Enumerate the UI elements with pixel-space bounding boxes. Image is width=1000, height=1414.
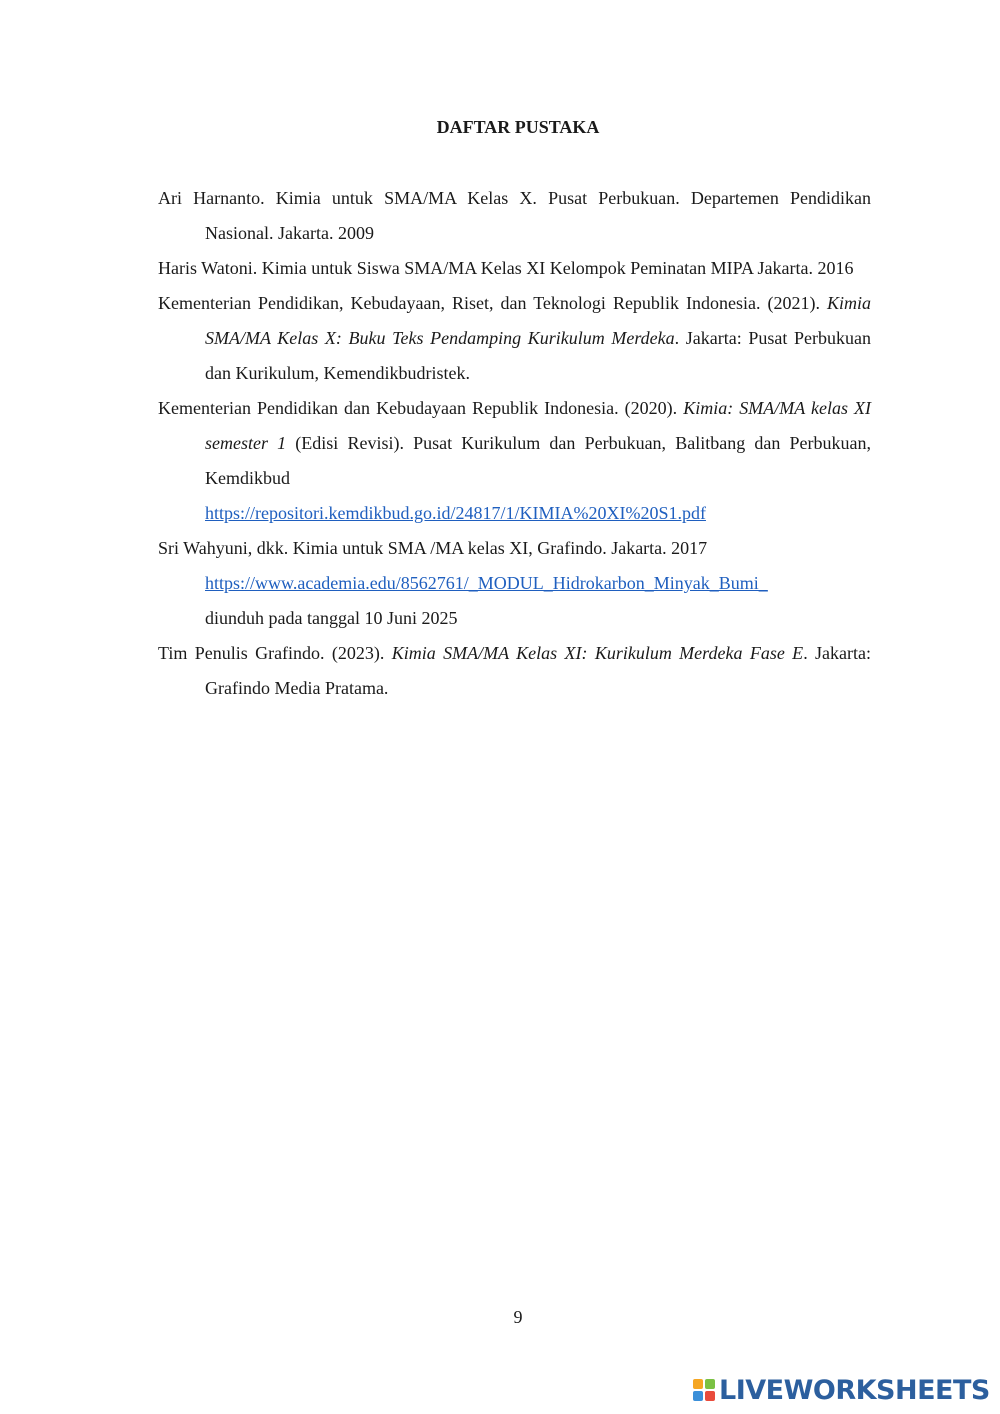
reference-item [158,531,871,636]
reference-text: Haris Watoni. Kimia untuk Siswa SMA/MA Kelas XI Kelompok Peminatan MIPA Jakarta. 2016 [158,258,854,278]
reference-item [158,636,871,706]
brand-square [693,1379,703,1389]
brand-square [705,1379,715,1389]
liveworksheets-logo[interactable] [693,1374,990,1406]
reference-text: (Edisi Revisi). Pusat Kurikulum dan Perbukuan, Balitbang dan Perbukuan, Kemdikbud [205,433,871,488]
page-title: DAFTAR PUSTAKA [436,117,600,137]
reference-link[interactable]: https://repositori.kemdikbud.go.id/24817/1/KIMIA%20XI%20S1.pdf [205,503,706,523]
page-number: 9 [513,1307,523,1327]
reference-list [158,181,871,706]
reference-item [158,286,871,391]
reference-title: Kimia SMA/MA Kelas XI: Kurikulum Merdeka Fase E [391,643,804,663]
brand-square [693,1391,703,1401]
reference-item [158,391,871,531]
reference-text: Sri Wahyuni, dkk. Kimia untuk SMA /MA kelas XI, Grafindo. Jakarta. 2017 [158,538,708,558]
reference-text: . Jakarta: Pusat Perbukuan dan Kurikulum, Kemendikbudristek. [205,328,871,383]
reference-text: Kementerian Pendidikan dan Kebudayaan Republik Indonesia. (2020). [158,398,684,418]
brand-square [705,1391,715,1401]
reference-title: Kimia SMA/MA Kelas X: Buku Teks Pendamping Kurikulum Merdeka [205,293,871,348]
reference-item [158,251,871,286]
brand-grid-icon [693,1379,715,1401]
reference-access-note: diunduh pada tanggal 10 Juni 2025 [205,608,458,628]
reference-link[interactable]: https://www.academia.edu/8562761/_MODUL_Hidrokarbon_Minyak_Bumi_ [205,573,768,593]
reference-title: Kimia: SMA/MA kelas XI semester 1 [205,398,871,453]
reference-text: Ari Harnanto. Kimia untuk SMA/MA Kelas X. Pusat Perbukuan. Departemen Pendidikan Nasional. Jakarta. 2009 [158,188,871,243]
reference-text: Kementerian Pendidikan, Kebudayaan, Riset, dan Teknologi Republik Indonesia. (2021). [158,293,827,313]
brand-name: LIVEWORKSHEETS [719,1374,990,1406]
reference-text: . Jakarta: Grafindo Media Pratama. [205,643,872,698]
reference-item [158,181,871,251]
reference-text: Tim Penulis Grafindo. (2023). [158,643,392,663]
